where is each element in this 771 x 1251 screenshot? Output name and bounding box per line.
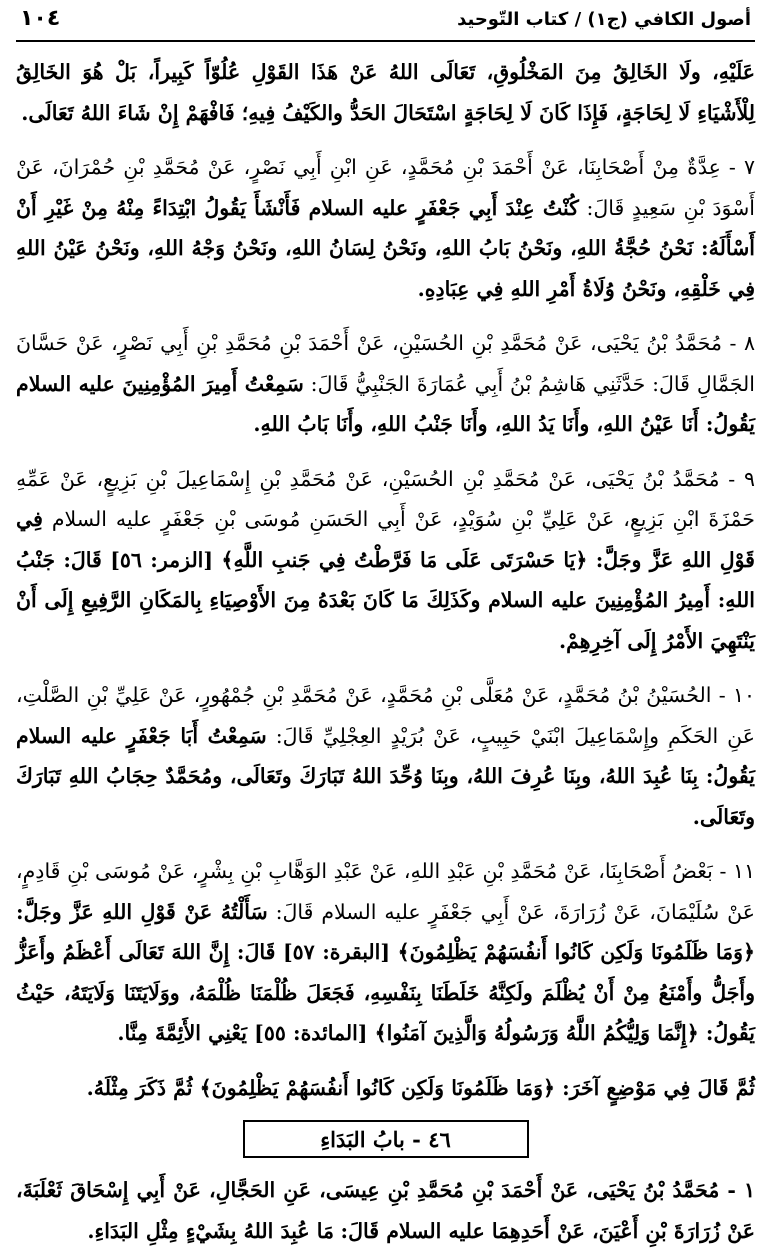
hadith-10 xyxy=(16,675,755,837)
hadith-8 xyxy=(16,323,755,445)
hadith-chain: ١٠ - الحُسَيْنُ بْنُ مُحَمَّدٍ، عَنْ مُعَلَّى بْنِ مُحَمَّدٍ، عَنْ مُحَمَّدِ بْنِ جُمْهُورٍ، عَنْ عَلِيِّ بْنِ الصَّلْتِ، عَنِ الحَكَمِ وإِسْمَاعِيلَ ابْنَيْ حَبِيبٍ، عَنْ بُرَيْدٍ العِجْلِيِّ قَالَ: xyxy=(16,683,755,748)
hadith-chain: ٧ - عِدَّةٌ مِنْ أَصْحَابِنَا، عَنْ أَحْمَدَ بْنِ مُحَمَّدٍ، عَنِ ابْنِ أَبِي نَصْرٍ، عَنْ مُحَمَّدِ بْنِ حُمْرَانَ، عَنْ أَسْوَدَ بْنِ سَعِيدٍ قَالَ: xyxy=(16,155,755,220)
book-title: أصول الكافي (ج١) / كتاب التّوحيد xyxy=(457,9,751,30)
hadith-matn: ثُمَّ قَالَ فِي مَوْضِعٍ آخَرَ: ﴿وَمَا ظَلَمُونَا وَلَكِن كَانُوا أَنفُسَهُمْ يَظْلِمُونَ﴾ ثُمَّ ذَكَرَ مِثْلَهُ. xyxy=(86,1075,755,1100)
hadith-matn: سَأَلْتُهُ عَنْ قَوْلِ اللهِ عَزَّ وجَلَّ: ﴿وَمَا ظَلَمُونَا وَلَكِن كَانُوا أَنفُسَهُمْ يَظْلِمُونَ﴾ [البقرة: ٥٧] قَالَ: إِنَّ اللهَ تَعَالَى أَعْظَمُ وأَعَزُّ وأَجَلُّ وأَمْنَعُ مِنْ أَنْ يُظْلَمَ ولَكِنَّهُ خَلَطَنَا بِنَفْسِهِ، فَجَعَلَ ظُلْمَنَا ظُلْمَهُ، ووَلَايَتَنَا وَلَايَتَهُ، حَيْثُ يَقُولُ: ﴿إِنَّمَا وَلِيُّكُمُ اللَّهُ وَرَسُولُهُ وَالَّذِينَ آمَنُوا﴾ [المائدة: ٥٥] يَعْنِي الأَئِمَّةَ مِنَّا. xyxy=(16,899,755,1045)
page-header xyxy=(16,6,755,40)
header-rule xyxy=(16,40,755,42)
hadith-matn: سَمِعْتُ أَبَا جَعْفَرٍ عليه السلام يَقُولُ: بِنَا عُبِدَ اللهُ، وبِنَا عُرِفَ اللهُ، وبِنَا وُحِّدَ اللهُ تَبَارَكَ وتَعَالَى، ومُحَمَّدٌ حِجَابُ اللهِ تَبَارَكَ وتَعَالَى. xyxy=(16,723,755,829)
hadith-chain: ٩ - مُحَمَّدُ بْنُ يَحْيَى، عَنْ مُحَمَّدِ بْنِ الحُسَيْنِ، عَنْ مُحَمَّدِ بْنِ إِسْمَاعِيلَ بْنِ بَزِيعٍ، عَنْ عَمِّهِ حَمْزَةَ ابْنِ بَزِيعٍ، عَنْ عَلِيِّ بْنِ سُوَيْدٍ، عَنْ أَبِي الحَسَنِ مُوسَى بْنِ جَعْفَرٍ عليه السلام xyxy=(16,466,755,531)
hadith-chain: ٨ - مُحَمَّدُ بْنُ يَحْيَى، عَنْ مُحَمَّدِ بْنِ الحُسَيْنِ، عَنْ أَحْمَدَ بْنِ مُحَمَّدِ بْنِ أَبِي نَصْرٍ، عَنْ حَسَّانَ الجَمَّالِ قَالَ: حَدَّثَنِي هَاشِمُ بْنُ أَبِي عُمَارَةَ الجَنْبِيُّ قَالَ: xyxy=(16,331,755,396)
hadith-matn: كُنْتُ عِنْدَ أَبِي جَعْفَرٍ عليه السلام فَأَنْشَأَ يَقُولُ ابْتِدَاءً مِنْهُ مِنْ غَيْرِ أَنْ أَسْأَلَهُ: نَحْنُ حُجَّةُ اللهِ، ونَحْنُ بَابُ اللهِ، ونَحْنُ لِسَانُ اللهِ، ونَحْنُ وَجْهُ اللهِ، ونَحْنُ عَيْنُ اللهِ فِي خَلْقِهِ، ونَحْنُ وُلَاةُ أَمْرِ اللهِ فِي عِبَادِهِ. xyxy=(16,195,755,301)
paragraph-matn: عَلَيْهِ، ولَا الخَالِقُ مِنَ المَخْلُوقِ، تَعَالَى اللهُ عَنْ هَذَا القَوْلِ عُلُوّاً كَبِيراً، بَلْ هُوَ الخَالِقُ لِلْأَشْيَاءِ لَا لِحَاجَةٍ، فَإِذَا كَانَ لَا لِحَاجَةٍ اسْتَحَالَ الحَدُّ والكَيْفُ فِيهِ؛ فَافْهَمْ إِنْ شَاءَ اللهُ تَعَالَى. xyxy=(16,60,755,125)
hadith-9 xyxy=(16,459,755,662)
hadith-chain: ١١ - بَعْضُ أَصْحَابِنَا، عَنْ مُحَمَّدِ بْنِ عَبْدِ اللهِ، عَنْ عَبْدِ الوَهَّابِ بْنِ بِشْرٍ، عَنْ مُوسَى بْنِ قَادِمٍ، عَنْ سُلَيْمَانَ، عَنْ زُرَارَةَ، عَنْ أَبِي جَعْفَرٍ عليه السلام قَالَ: xyxy=(16,859,755,924)
hadith-matn: مَا عُبِدَ اللهُ بِشَيْءٍ مِثْلِ البَدَاءِ. xyxy=(87,1218,335,1243)
chapter-heading: ٤٦ - بابُ البَدَاءِ xyxy=(320,1126,451,1152)
chapter-heading-box xyxy=(243,1120,529,1158)
paragraph-continuation xyxy=(16,52,755,133)
hadith-7 xyxy=(16,147,755,309)
hadith-matn: سَمِعْتُ أَمِيرَ المُؤْمِنِينَ عليه السلام يَقُولُ: أَنَا عَيْنُ اللهِ، وأَنَا يَدُ اللهِ، وأَنَا جَنْبُ اللهِ، وأَنَا بَابُ اللهِ. xyxy=(16,371,755,436)
chapter-hadith-1 xyxy=(16,1170,755,1251)
hadith-matn: فِي قَوْلِ اللهِ عَزَّ وجَلَّ: ﴿يَا حَسْرَتَى عَلَى مَا فَرَّطْتُ فِي جَنبِ اللَّهِ﴾ [الزمر: ٥٦] قَالَ: جَنْبُ اللهِ: أَمِيرُ المُؤْمِنِينَ عليه السلام وكَذَلِكَ مَا كَانَ بَعْدَهُ مِنَ الأَوْصِيَاءِ بِالمَكَانِ الرَّفِيعِ إِلَى أَنْ يَنْتَهِيَ الأَمْرُ إِلَى آخِرِهِمْ. xyxy=(16,507,755,653)
hadith-chain: ١ - مُحَمَّدُ بْنُ يَحْيَى، عَنْ أَحْمَدَ بْنِ مُحَمَّدِ بْنِ عِيسَى، عَنِ الحَجَّالِ، عَنْ أَبِي إِسْحَاقَ ثَعْلَبَةَ، عَنْ زُرَارَةَ بْنِ أَعْيَنَ، عَنْ أَحَدِهِمَا عليه السلام قَالَ: xyxy=(16,1178,755,1243)
hadith-11 xyxy=(16,851,755,1054)
hadith-11-addendum xyxy=(16,1068,755,1109)
page-number: ١٠٤ xyxy=(20,6,61,31)
